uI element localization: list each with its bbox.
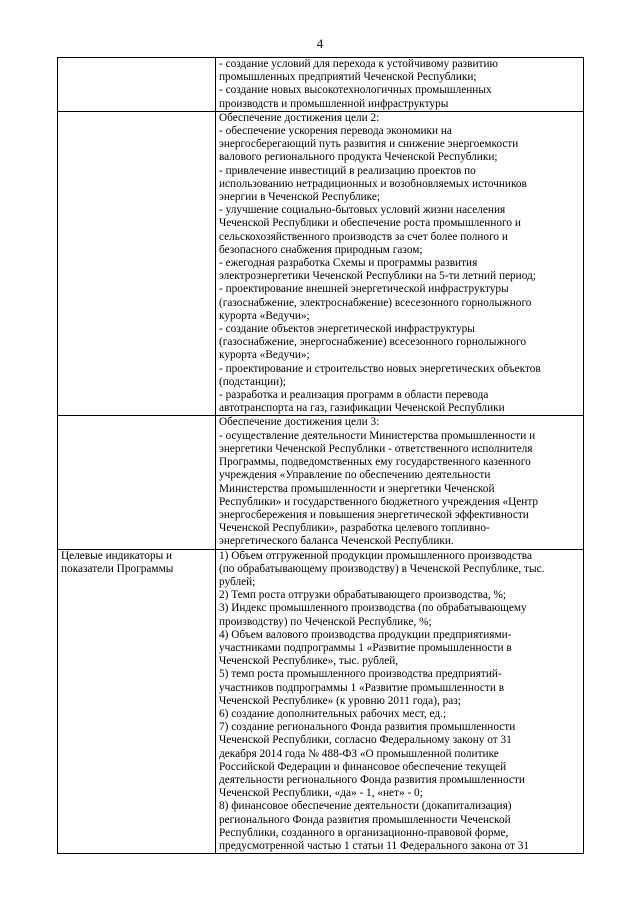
- text-line: Программы, подведомственных ему государственного казенного: [219, 456, 531, 469]
- row-content-cell: [216, 111, 584, 416]
- text-line: Целевые индикаторы и: [61, 549, 173, 562]
- text-line: Чеченской Республике» (к уровню 2011 года), раз;: [219, 694, 461, 707]
- text-line: регионального Фонда развития промышленности Чеченской: [219, 813, 511, 826]
- text-line: (газоснабжение, энергоснабжение) всесезонного горнолыжного: [219, 336, 526, 349]
- text-line: Чеченской Республики, согласно Федеральному закону от 31: [219, 734, 512, 747]
- text-line: производству) по Чеченской Республике, %;: [219, 615, 432, 628]
- text-line: - осуществление деятельности Министерства промышленности и: [219, 429, 536, 442]
- text-line: 8) финансовое обеспечение деятельности (докапитализация): [219, 800, 512, 813]
- text-line: участников подпрограммы 1 «Развитие промышленности в: [219, 681, 505, 694]
- text-line: промышленных предприятий Чеченской Республики;: [219, 71, 477, 84]
- text-line: курорта «Ведучи»;: [219, 309, 310, 322]
- text-line: 6) создание дополнительных рабочих мест, ед.;: [219, 707, 447, 720]
- text-line: - создание условий для перехода к устойчивому развитию: [219, 58, 498, 70]
- row-content-cell: [216, 416, 584, 549]
- text-line: - проектирование и строительство новых энергетических объектов: [219, 362, 541, 375]
- text-line: электроэнергетики Чеченской Республики на 5-ти летний период;: [219, 270, 536, 283]
- row-content-cell: [216, 549, 584, 854]
- text-line: - проектирование внешней энергетической инфраструктуры: [219, 283, 509, 296]
- text-line: автотранспорта на газ, газификации Чеченской Республики: [219, 402, 505, 415]
- text-line: энергетики Чеченской Республики - ответственного исполнителя: [219, 442, 533, 455]
- text-line: Российской Федерации и финансовое обеспечение текущей: [219, 760, 507, 773]
- program-passport-table: [57, 57, 584, 854]
- text-line: Чеченской Республики», разработка целевого топливно-: [219, 522, 490, 535]
- text-line: рублей;: [219, 575, 256, 588]
- text-line: энергосберегающий путь развития и снижение энергоемкости: [219, 138, 519, 151]
- text-line: - ежегодная разработка Схемы и программы развития: [219, 257, 478, 270]
- text-line: - разработка и реализация программ в области перевода: [219, 389, 489, 402]
- text-line: Министерства промышленности и энергетики Чеченской: [219, 482, 495, 495]
- text-line: - создание новых высокотехнологичных промышленных: [219, 84, 492, 97]
- text-line: - создание объектов энергетической инфраструктуры: [219, 323, 475, 336]
- text-line: участниками подпрограммы 1 «Развитие промышленности в: [219, 641, 512, 654]
- table-row: [58, 416, 584, 549]
- table-row: [58, 549, 584, 854]
- text-line: показатели Программы: [61, 562, 174, 575]
- text-line: 7) создание регионального Фонда развития промышленности: [219, 721, 516, 734]
- text-line: учреждения «Управление по обеспечению деятельности: [219, 469, 491, 482]
- text-line: курорта «Ведучи»;: [219, 349, 310, 362]
- text-line: энергии в Чеченской Республике;: [219, 191, 381, 204]
- text-line: Обеспечение достижения цели 2:: [219, 111, 380, 124]
- table-row: [58, 111, 584, 416]
- text-line: 4) Объем валового производства продукции предприятиями-: [219, 628, 512, 641]
- text-line: использованию нетрадиционных и возобновляемых источников: [219, 177, 527, 190]
- text-line: Чеченской Республики, «да» - 1, «нет» - 0;: [219, 787, 423, 800]
- text-line: Республики, созданного в организационно-правовой форме,: [219, 826, 509, 839]
- text-line: энергетического баланса Чеченской Республики.: [219, 535, 454, 548]
- text-line: Обеспечение достижения цели 3:: [219, 416, 380, 429]
- text-line: валового регионального продукта Чеченской Республики;: [219, 151, 498, 164]
- text-line: декабря 2014 года № 488-ФЗ «О промышленной политике: [219, 747, 499, 760]
- text-line: 1) Объем отгруженной продукции промышленного производства: [219, 549, 533, 562]
- text-line: Чеченской Республики и обеспечение роста промышленного и: [219, 217, 521, 230]
- text-line: (по обрабатывающему производству) в Чеченской Республике, тыс.: [219, 562, 545, 575]
- text-line: (подстанции);: [219, 375, 287, 388]
- text-line: - обеспечение ускорения перевода экономики на: [219, 125, 452, 138]
- text-line: 5) темп роста промышленного производства предприятий-: [219, 668, 502, 681]
- text-line: - привлечение инвестиций в реализацию проектов по: [219, 164, 476, 177]
- table-body: [58, 58, 584, 854]
- text-line: - улучшение социально-бытовых условий жизни населения: [219, 204, 506, 217]
- text-line: Республики» и государственного бюджетного учреждения «Центр: [219, 495, 539, 508]
- page-number: 4: [316, 36, 324, 51]
- text-line: 3) Индекс промышленного производства (по обрабатывающему: [219, 602, 527, 615]
- text-line: производств и промышленной инфраструктуры: [219, 97, 449, 110]
- text-line: (газоснабжение, электроснабжение) всесезонного горнолыжного: [219, 296, 532, 309]
- text-line: Чеченской Республике», тыс. рублей,: [219, 655, 399, 668]
- row-content-cell: [216, 58, 584, 112]
- text-line: безопасного снабжения природным газом;: [219, 243, 423, 256]
- row-label-cell: [58, 549, 216, 854]
- text-line: сельскохозяйственного производств за счет более полного и: [219, 230, 508, 243]
- text-line: деятельности регионального Фонда развития промышленности: [219, 773, 525, 786]
- row-label-cell: [58, 416, 216, 549]
- row-label-cell: [58, 111, 216, 416]
- text-line: 2) Темп роста отгрузки обрабатывающего производства, %;: [219, 589, 507, 602]
- text-line: предусмотренной частью 1 статьи 11 Федерального закона от 31: [219, 839, 530, 852]
- row-label-cell: [58, 58, 216, 112]
- text-line: энергосбережения и повышения энергетической эффективности: [219, 508, 529, 521]
- table-row: [58, 58, 584, 112]
